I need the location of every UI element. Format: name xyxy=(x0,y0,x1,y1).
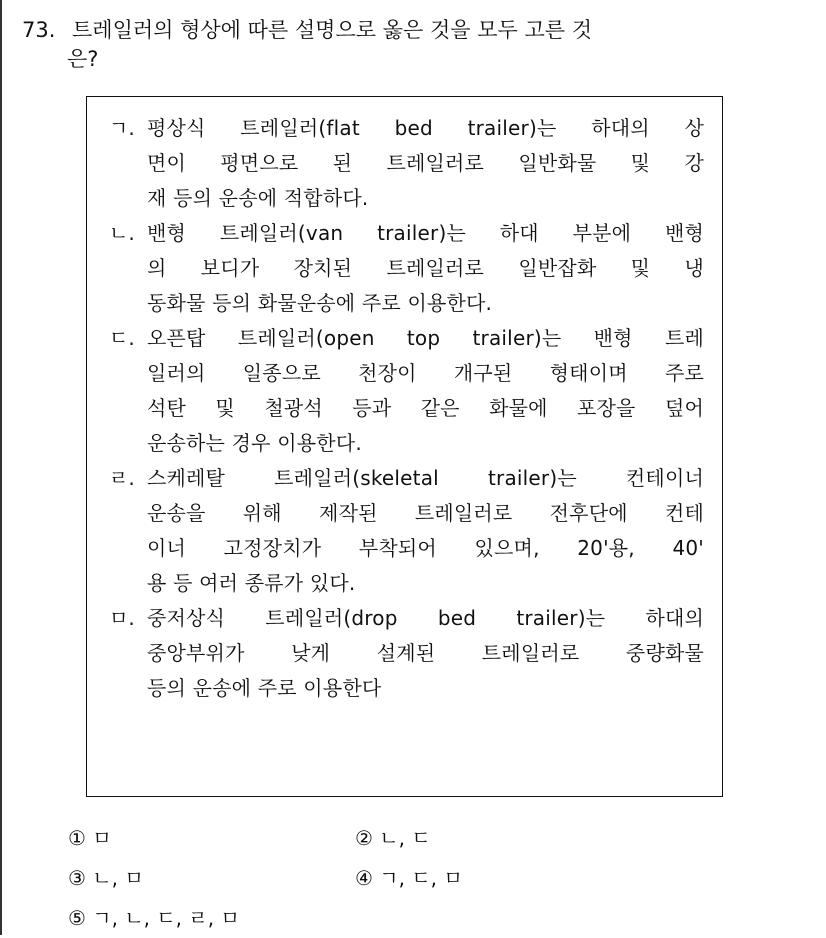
question-line-1 xyxy=(22,16,812,45)
statement-marker: ㅁ. xyxy=(109,606,135,630)
choice-row-2 xyxy=(68,858,768,898)
choice-answer: ㄱ, ㄴ, ㄷ, ㄹ, ㅁ xyxy=(92,906,240,930)
statement-marker: ㄹ. xyxy=(109,466,135,490)
statement-marker: ㄷ. xyxy=(109,326,135,350)
statement-line: 운송하는 경우 이용한다. xyxy=(147,431,362,455)
choice-number: ① xyxy=(68,826,86,850)
statement-line: 중앙부위가 낮게 설계된 트레일러로 중량화물 xyxy=(147,641,704,665)
question-text-line-2: 은? xyxy=(67,47,99,71)
statement-line: 재 등의 운송에 적합하다. xyxy=(147,186,369,210)
choice-2[interactable] xyxy=(355,818,642,858)
statement-line: 용 등 여러 종류가 있다. xyxy=(147,571,356,595)
choice-answer: ㅁ xyxy=(92,826,112,850)
choice-5[interactable] xyxy=(68,898,355,938)
statement-item-1 xyxy=(109,111,704,216)
statement-line: 스케레탈 트레일러(skeletal trailer)는 컨테이너 xyxy=(147,466,704,490)
statement-line: 평상식 트레일러(flat bed trailer)는 하대의 상 xyxy=(147,116,704,140)
left-margin-rule xyxy=(0,0,2,935)
answer-choices xyxy=(68,818,768,938)
choice-number: ③ xyxy=(68,866,86,890)
choice-4[interactable] xyxy=(355,858,642,898)
statement-line: 의 보디가 장치된 트레일러로 일반잡화 및 냉 xyxy=(147,256,704,280)
statement-line: 밴형 트레일러(van trailer)는 하대 부분에 밴형 xyxy=(147,221,704,245)
statement-marker: ㄱ. xyxy=(109,116,135,140)
statement-item-5 xyxy=(109,601,704,706)
choice-row-3 xyxy=(68,898,768,938)
choice-answer: ㄴ, ㅁ xyxy=(92,866,144,890)
choice-row-1 xyxy=(68,818,768,858)
statement-line: 오픈탑 트레일러(open top trailer)는 밴형 트레 xyxy=(147,326,704,350)
statement-line: 일러의 일종으로 천장이 개구된 형태이며 주로 xyxy=(147,361,704,385)
statement-line: 면이 평면으로 된 트레일러로 일반화물 및 강 xyxy=(147,151,704,175)
statement-box xyxy=(86,96,723,797)
choice-number: ④ xyxy=(355,866,373,890)
statement-line: 중저상식 트레일러(drop bed trailer)는 하대의 xyxy=(147,606,704,630)
choice-3[interactable] xyxy=(68,858,355,898)
choice-answer: ㄱ, ㄷ, ㅁ xyxy=(379,866,463,890)
statement-line: 동화물 등의 화물운송에 주로 이용한다. xyxy=(147,291,493,315)
choice-1[interactable] xyxy=(68,818,355,858)
statement-line: 석탄 및 철광석 등과 같은 화물에 포장을 덮어 xyxy=(147,396,704,420)
statement-item-2 xyxy=(109,216,704,321)
question-number: 73. xyxy=(22,18,56,42)
statement-marker: ㄴ. xyxy=(109,221,135,245)
statement-item-4 xyxy=(109,461,704,601)
statement-line: 이너 고정장치가 부착되어 있으며, 20'용, 40' xyxy=(147,536,704,560)
statement-line: 등의 운송에 주로 이용한다 xyxy=(147,676,382,700)
choice-number: ⑤ xyxy=(68,906,86,930)
question-stem xyxy=(22,16,812,74)
choice-answer: ㄴ, ㄷ xyxy=(379,826,431,850)
question-text-line-1: 트레일러의 형상에 따른 설명으로 옳은 것을 모두 고른 것 xyxy=(72,18,592,42)
statement-item-3 xyxy=(109,321,704,461)
choice-number: ② xyxy=(355,826,373,850)
statement-line: 운송을 위해 제작된 트레일러로 전후단에 컨테 xyxy=(147,501,704,525)
